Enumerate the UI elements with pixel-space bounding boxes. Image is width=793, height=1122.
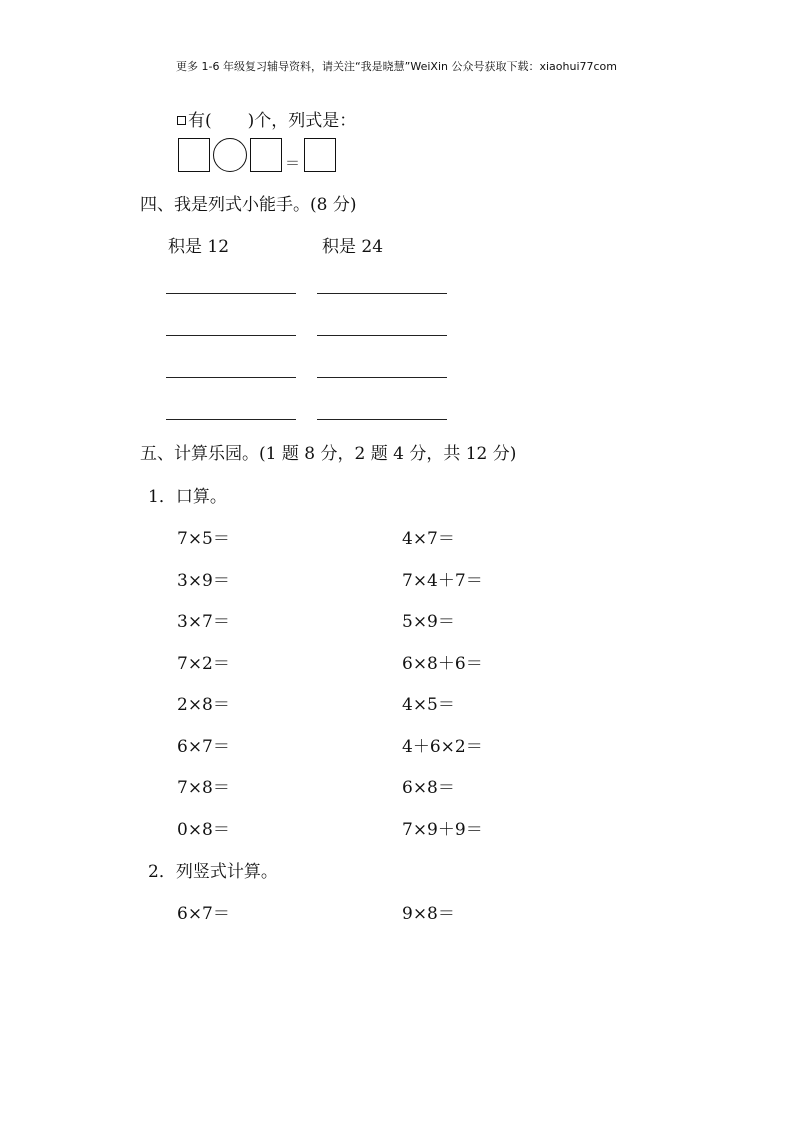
answer-line[interactable] [166, 293, 296, 294]
problem-item: 3×7＝ [177, 612, 230, 632]
answer-line[interactable] [166, 419, 296, 420]
problem-item: 6×8＝ [402, 778, 455, 798]
square-icon [177, 116, 186, 125]
problem-item: 7×4＋7＝ [402, 571, 483, 591]
section4-title: 四、我是列式小能手。(8 分) [140, 195, 357, 215]
count-question-prefix: 有( [188, 111, 212, 131]
answer-line[interactable] [317, 335, 447, 336]
problem-item: 7×9＋9＝ [402, 820, 483, 840]
problem-item: 7×5＝ [177, 529, 230, 549]
equation-operator-circle[interactable] [213, 138, 247, 172]
part2-title: 2．列竖式计算。 [148, 862, 278, 882]
problem-item: 7×8＝ [177, 778, 230, 798]
answer-line[interactable] [166, 335, 296, 336]
problem-item: 6×7＝ [177, 737, 230, 757]
problem-item: 4×5＝ [402, 695, 455, 715]
answer-line[interactable] [317, 293, 447, 294]
vertical-problem-1: 6×7＝ [177, 904, 230, 924]
product-12-label: 积是 12 [168, 237, 230, 257]
equation-box-1[interactable] [178, 138, 210, 172]
equation-box-2[interactable] [250, 138, 282, 172]
count-question-suffix: )个，列式是： [247, 111, 357, 131]
section5-title: 五、计算乐园。(1 题 8 分，2 题 4 分，共 12 分) [140, 444, 517, 464]
problem-item: 3×9＝ [177, 571, 230, 591]
problem-item: 0×8＝ [177, 820, 230, 840]
equation-result-box[interactable] [304, 138, 336, 172]
answer-line[interactable] [166, 377, 296, 378]
page-header: 更多 1-6 年级复习辅导资料，请关注“我是晓慧”WeiXin 公众号获取下载：xiaohui77com [176, 60, 617, 73]
product-24-label: 积是 24 [322, 237, 384, 257]
problem-item: 5×9＝ [402, 612, 455, 632]
problem-item: 4＋6×2＝ [402, 737, 483, 757]
part1-title: 1．口算。 [148, 487, 227, 507]
count-question [177, 106, 356, 131]
answer-line[interactable] [317, 377, 447, 378]
vertical-problem-2: 9×8＝ [402, 904, 455, 924]
answer-line[interactable] [317, 419, 447, 420]
problem-item: 6×8＋6＝ [402, 654, 483, 674]
problem-item: 4×7＝ [402, 529, 455, 549]
problem-item: 2×8＝ [177, 695, 230, 715]
equals-sign: ＝ [285, 154, 301, 172]
problem-item: 7×2＝ [177, 654, 230, 674]
